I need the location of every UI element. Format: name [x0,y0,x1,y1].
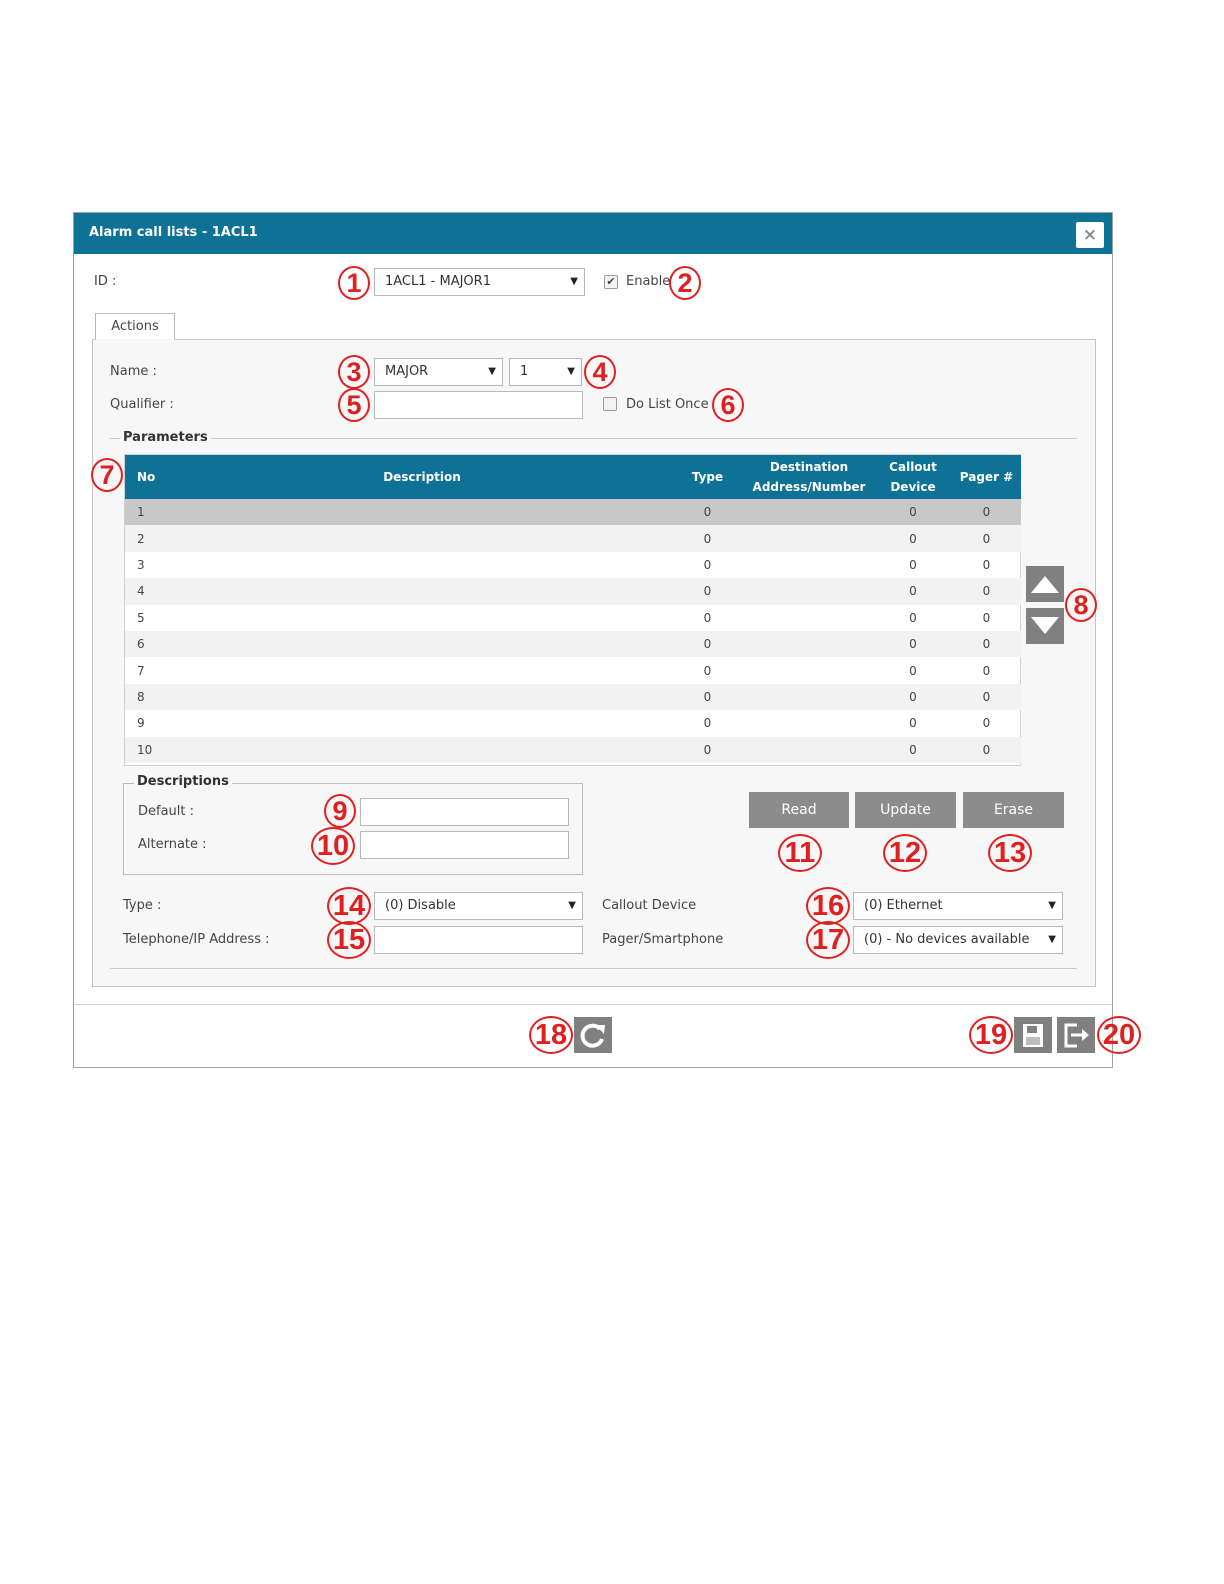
cell-callout: 0 [909,742,917,757]
cell-destination [744,737,874,763]
callout-device-label: Callout Device [602,898,697,913]
cell-description [173,525,671,551]
exit-icon [1057,1017,1095,1053]
table-row[interactable] [125,631,1021,657]
id-label: ID : [94,274,117,289]
callout-15: 15 [327,921,371,959]
pager-smartphone-label: Pager/Smartphone [602,932,724,947]
callout-9: 9 [324,794,356,828]
cell-description [173,657,671,683]
cell-type: 0 [703,637,712,652]
cell-type: 0 [703,610,712,625]
save-button[interactable] [1014,1017,1052,1053]
chevron-down-icon: ▼ [567,366,575,377]
callout-3: 3 [338,355,370,389]
descriptions-group [123,774,583,875]
chevron-down-icon: ▼ [1048,900,1056,911]
name-number-value: 1 [520,364,529,379]
col-description-header[interactable]: Description [383,470,461,484]
dialog-title: Alarm call lists - 1ACL1 [89,225,258,240]
cell-pager: 0 [982,531,991,546]
chevron-down-icon: ▼ [570,276,578,287]
move-up-button[interactable] [1026,566,1064,602]
cell-destination [744,710,874,736]
cell-pager: 0 [982,505,991,520]
parameters-table [124,454,1021,766]
callout-2: 2 [669,266,701,300]
cell-pager: 0 [982,716,991,731]
cell-pager: 0 [982,584,991,599]
cell-no: 7 [137,663,145,678]
cell-destination [744,605,874,631]
cell-no: 6 [137,637,145,652]
cell-no: 10 [137,742,153,757]
callout-14: 14 [327,887,371,925]
pager-smartphone-select[interactable] [853,926,1063,954]
cell-no: 5 [137,610,145,625]
cell-destination [744,578,874,604]
col-no-header[interactable]: No [137,470,156,484]
table-row[interactable] [125,578,1021,604]
qualifier-label: Qualifier : [110,397,174,412]
cell-callout: 0 [909,610,917,625]
erase-button[interactable]: Erase [963,792,1064,828]
callout-4: 4 [584,355,616,389]
table-row[interactable] [125,605,1021,631]
cell-destination [744,525,874,551]
cell-description [173,737,671,763]
callout-12: 12 [883,834,927,872]
cell-description [173,631,671,657]
table-row[interactable] [125,737,1021,763]
alarm-call-lists-dialog [73,212,1113,1068]
cell-destination [744,657,874,683]
enable-label: Enable [626,274,671,289]
cell-callout: 0 [909,716,917,731]
table-row[interactable] [125,525,1021,551]
cell-callout: 0 [909,505,917,520]
tab-actions[interactable]: Actions [95,313,175,340]
exit-button[interactable] [1057,1017,1095,1053]
cell-callout: 0 [909,663,917,678]
cell-pager: 0 [982,663,991,678]
panel-bottom-divider [110,968,1077,969]
cell-description [173,552,671,578]
cell-description [173,684,671,710]
cell-no: 2 [137,531,145,546]
cell-description [173,578,671,604]
footer-separator [74,1004,1112,1005]
cell-pager: 0 [982,689,991,704]
cell-callout: 0 [909,584,917,599]
col-type-header[interactable]: Type [691,470,724,484]
pager-smartphone-value: (0) - No devices available [864,932,1030,947]
callout-19: 19 [969,1016,1013,1054]
save-icon [1014,1017,1052,1053]
type-select[interactable] [374,892,583,920]
actions-panel [92,339,1096,987]
cell-no: 4 [137,584,145,599]
chevron-down-icon: ▼ [568,900,576,911]
callout-1: 1 [338,266,370,300]
cell-callout: 0 [909,689,917,704]
callout-device-select[interactable] [853,892,1063,920]
table-row[interactable] [125,657,1021,683]
cell-callout: 0 [909,531,917,546]
table-row[interactable] [125,499,1021,525]
descriptions-legend: Descriptions [134,774,232,789]
cell-type: 0 [703,663,712,678]
alternate-description-input[interactable] [360,831,569,859]
name-number-select[interactable] [509,358,582,386]
callout-8: 8 [1065,588,1097,622]
triangle-up-icon [1026,566,1064,602]
cell-no: 8 [137,689,145,704]
do-list-once-checkbox[interactable] [603,397,617,411]
callout-5: 5 [338,388,370,422]
cell-destination [744,552,874,578]
table-row[interactable] [125,710,1021,736]
title-bar [74,213,1112,254]
table-row[interactable] [125,552,1021,578]
cell-type: 0 [703,689,712,704]
cell-type: 0 [703,531,712,546]
cell-callout: 0 [909,637,917,652]
id-select[interactable] [374,268,585,296]
do-list-once-label: Do List Once [626,397,709,412]
cell-pager: 0 [982,637,991,652]
name-label: Name : [110,364,157,379]
cell-destination [744,631,874,657]
callout-20: 20 [1097,1016,1141,1054]
default-label: Default : [138,804,195,819]
chevron-down-icon: ▼ [1048,934,1056,945]
cell-no: 1 [137,505,145,520]
telephone-ip-label: Telephone/IP Address : [123,932,270,947]
table-row[interactable] [125,684,1021,710]
move-down-button[interactable] [1026,608,1064,644]
read-button[interactable]: Read [749,792,849,828]
cell-destination [744,499,874,525]
callout-10: 10 [311,827,355,865]
type-select-value: (0) Disable [385,898,456,913]
callout-6: 6 [712,388,744,422]
update-button[interactable]: Update [855,792,956,828]
cell-pager: 0 [982,610,991,625]
col-callout-device-header[interactable]: Callout Device [889,460,937,494]
callout-18: 18 [529,1016,573,1054]
callout-17: 17 [806,921,850,959]
callout-7: 7 [91,458,123,492]
col-pager-header[interactable]: Pager # [959,470,1014,484]
alternate-label: Alternate : [138,837,207,852]
cell-no: 3 [137,557,145,572]
cell-type: 0 [703,505,712,520]
triangle-down-icon [1026,608,1064,644]
name-select-value: MAJOR [385,364,429,379]
cell-callout: 0 [909,557,917,572]
cell-type: 0 [703,742,712,757]
col-destination-header[interactable]: Destination Address/Number [752,460,866,494]
cell-description [173,499,671,525]
refresh-icon [574,1017,612,1053]
chevron-down-icon: ▼ [488,366,496,377]
cell-type: 0 [703,584,712,599]
cell-no: 9 [137,716,145,731]
close-button[interactable]: × [1076,222,1104,248]
callout-13: 13 [988,834,1032,872]
default-description-input[interactable] [360,798,569,826]
cell-pager: 0 [982,557,991,572]
type-label: Type : [123,898,162,913]
parameters-divider [110,438,1077,439]
callout-device-value: (0) Ethernet [864,898,943,913]
callout-11: 11 [778,834,822,872]
cell-description [173,710,671,736]
table-header-row [125,455,1021,499]
callout-16: 16 [806,887,850,925]
cell-type: 0 [703,557,712,572]
cell-type: 0 [703,716,712,731]
id-select-value: 1ACL1 - MAJOR1 [385,274,491,289]
name-select[interactable] [374,358,503,386]
enable-checkbox[interactable]: ✔ [604,275,618,289]
cell-description [173,605,671,631]
cell-destination [744,684,874,710]
refresh-button[interactable] [574,1017,612,1053]
telephone-ip-input[interactable] [374,926,583,954]
qualifier-input[interactable] [374,391,583,419]
parameters-legend: Parameters [120,430,211,445]
cell-pager: 0 [982,742,991,757]
